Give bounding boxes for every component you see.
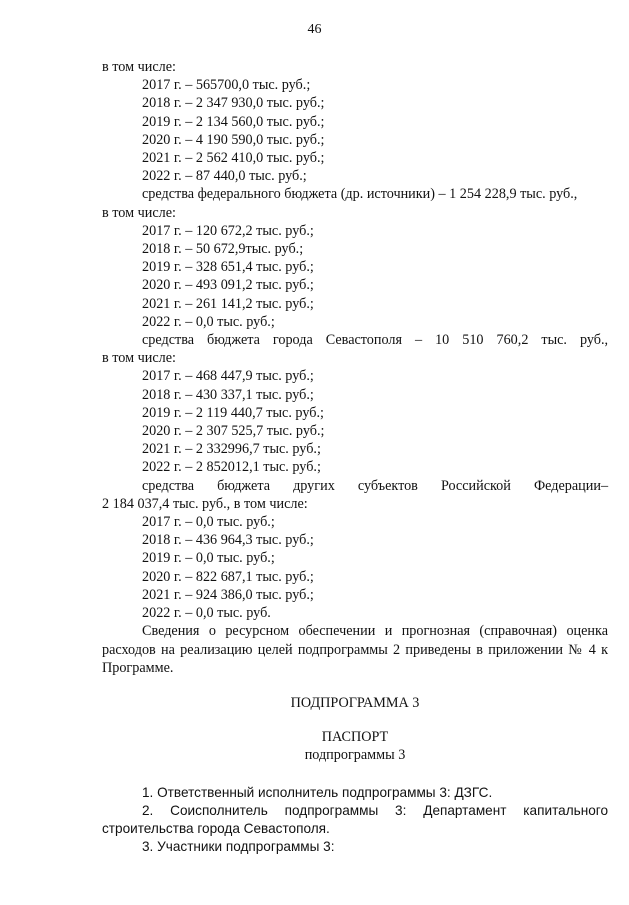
page-number: 46 <box>307 22 322 37</box>
year-line: 2020 г. – 2 307 525,7 тыс. руб.; <box>142 423 325 440</box>
word: руб., <box>579 332 609 349</box>
year-line: 2020 г. – 4 190 590,0 тыс. руб.; <box>142 131 325 148</box>
year-line: 2022 г. – 0,0 тыс. руб.; <box>142 313 275 330</box>
word: средства <box>142 332 195 349</box>
incl-label: в том числе: <box>102 204 176 221</box>
word: других <box>293 477 335 494</box>
section-item-2: 2. Соисполнитель подпрограммы 3: Департамент капитального строительства города Севастополя. <box>102 802 608 836</box>
word: бюджета <box>217 477 270 494</box>
word: субъектов <box>357 477 418 494</box>
word: тыс. <box>541 332 567 349</box>
section-item-3: 3. Участники подпрограммы 3: <box>142 839 335 855</box>
word: бюджета <box>207 332 260 349</box>
year-line: 2021 г. – 261 141,2 тыс. руб.; <box>142 295 314 312</box>
word: Севастополя <box>325 332 403 349</box>
year-line: 2020 г. – 822 687,1 тыс. руб.; <box>142 568 314 585</box>
word: – <box>415 332 423 349</box>
word: Российской <box>440 477 511 494</box>
year-line: 2022 г. – 0,0 тыс. руб. <box>142 605 271 622</box>
word: средства <box>142 477 195 494</box>
year-line: 2018 г. – 2 347 930,0 тыс. руб.; <box>142 95 325 112</box>
year-line: 2021 г. – 2 332996,7 тыс. руб.; <box>142 441 321 458</box>
passport-heading: ПАСПОРТ <box>321 729 389 746</box>
other-subjects-total: 2 184 037,4 тыс. руб., в том числе: <box>102 495 308 512</box>
incl-label: в том числе: <box>102 59 176 75</box>
year-line: 2019 г. – 0,0 тыс. руб.; <box>142 550 275 567</box>
word: города <box>272 332 313 349</box>
word: 10 510 760,2 <box>435 332 529 349</box>
year-line: 2022 г. – 2 852012,1 тыс. руб.; <box>142 459 321 476</box>
passport-subheading: подпрограммы 3 <box>304 747 406 764</box>
other-subjects-budget-line <box>102 477 608 495</box>
year-line: 2018 г. – 430 337,1 тыс. руб.; <box>142 386 314 403</box>
word: Федерации– <box>533 477 609 494</box>
section-item-1: 1. Ответственный исполнитель подпрограммы 3: ДЗГС. <box>142 784 493 800</box>
year-line: 2019 г. – 328 651,4 тыс. руб.; <box>142 259 314 276</box>
year-line: 2020 г. – 493 091,2 тыс. руб.; <box>142 277 314 294</box>
subprogram-heading: ПОДПРОГРАММА 3 <box>290 694 420 711</box>
year-line: 2021 г. – 924 386,0 тыс. руб.; <box>142 586 314 603</box>
year-line: 2017 г. – 468 447,9 тыс. руб.; <box>142 368 314 385</box>
year-line: 2021 г. – 2 562 410,0 тыс. руб.; <box>142 150 325 167</box>
incl-label: в том числе: <box>102 350 176 367</box>
page-content <box>102 58 608 856</box>
city-budget-line <box>102 331 608 349</box>
federal-budget-line: средства федерального бюджета (др. источники) – 1 254 228,9 тыс. руб., <box>142 186 578 203</box>
year-line: 2022 г. – 87 440,0 тыс. руб.; <box>142 168 307 185</box>
summary-paragraph: Сведения о ресурсном обеспечении и прогнозная (справочная) оценка расходов на реализацию целей подпрограммы 2 приведены в приложении № 4 к Программе. <box>102 623 608 676</box>
year-line: 2017 г. – 565700,0 тыс. руб.; <box>142 77 311 94</box>
year-line: 2018 г. – 50 672,9тыс. руб.; <box>142 241 304 258</box>
year-line: 2019 г. – 2 134 560,0 тыс. руб.; <box>142 113 325 130</box>
year-line: 2017 г. – 120 672,2 тыс. руб.; <box>142 222 314 239</box>
year-line: 2018 г. – 436 964,3 тыс. руб.; <box>142 532 314 549</box>
year-line: 2019 г. – 2 119 440,7 тыс. руб.; <box>142 404 324 421</box>
year-line: 2017 г. – 0,0 тыс. руб.; <box>142 514 275 531</box>
